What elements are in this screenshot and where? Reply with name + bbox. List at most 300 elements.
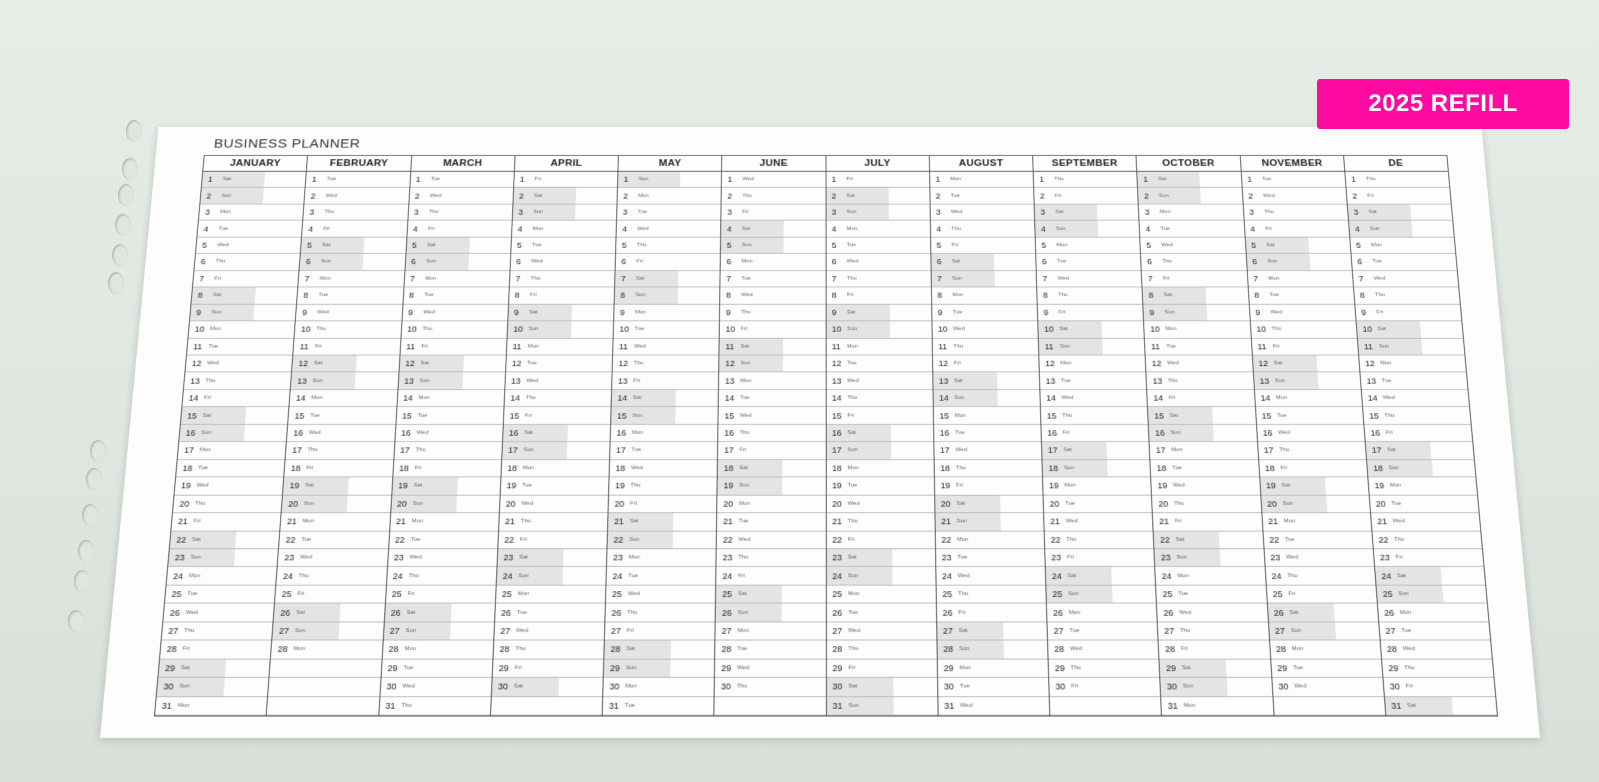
day-row[interactable] (157, 678, 269, 697)
day-row[interactable] (1036, 254, 1141, 271)
day-row[interactable] (184, 373, 291, 390)
day-row[interactable] (826, 460, 933, 478)
day-row[interactable] (410, 172, 514, 188)
day-row[interactable] (1155, 549, 1265, 567)
day-row[interactable] (501, 460, 609, 478)
day-row[interactable] (605, 622, 715, 640)
day-row[interactable] (609, 495, 717, 513)
day-row[interactable] (1264, 549, 1374, 567)
day-row[interactable] (160, 641, 271, 660)
day-row[interactable] (496, 586, 606, 604)
day-row[interactable] (1356, 321, 1463, 338)
day-row[interactable] (295, 321, 401, 338)
day-row[interactable] (721, 237, 825, 254)
day-row[interactable] (499, 513, 608, 531)
day-row[interactable] (826, 604, 936, 622)
day-row[interactable] (826, 567, 935, 585)
day-row[interactable] (1383, 678, 1495, 697)
day-row[interactable] (717, 513, 825, 531)
day-row[interactable] (938, 659, 1049, 678)
day-row[interactable] (722, 188, 825, 204)
day-row[interactable] (306, 172, 410, 188)
day-row[interactable] (718, 478, 826, 496)
day-row[interactable] (1159, 641, 1270, 660)
day-row[interactable] (202, 172, 306, 188)
day-row[interactable] (1039, 338, 1145, 355)
day-row[interactable] (826, 390, 932, 407)
day-row[interactable] (1138, 188, 1242, 204)
day-row[interactable] (1385, 697, 1497, 716)
day-row[interactable] (935, 478, 1043, 496)
day-row[interactable] (932, 288, 1037, 305)
day-row[interactable] (720, 304, 825, 321)
day-row[interactable] (396, 407, 503, 424)
day-row[interactable] (1048, 641, 1159, 660)
day-row[interactable] (1268, 622, 1379, 640)
day-row[interactable] (931, 254, 1036, 271)
day-row[interactable] (1380, 641, 1491, 660)
day-row[interactable] (395, 425, 503, 443)
day-row[interactable] (492, 678, 603, 697)
day-row[interactable] (826, 586, 935, 604)
day-row[interactable] (615, 271, 720, 288)
day-row[interactable] (403, 288, 509, 305)
day-row[interactable] (826, 373, 932, 390)
day-row[interactable] (514, 172, 618, 188)
day-row[interactable] (1368, 478, 1477, 496)
day-row[interactable] (826, 188, 929, 204)
day-row[interactable] (826, 513, 934, 531)
day-row[interactable] (200, 188, 305, 204)
day-row[interactable] (492, 659, 603, 678)
day-row[interactable] (279, 531, 389, 549)
day-row[interactable] (1034, 188, 1138, 204)
day-row[interactable] (1361, 390, 1469, 407)
day-row[interactable] (278, 549, 388, 567)
day-row[interactable] (179, 425, 287, 443)
day-row[interactable] (300, 254, 405, 271)
day-row[interactable] (1243, 204, 1348, 220)
day-row[interactable] (721, 271, 826, 288)
day-row[interactable] (1374, 549, 1484, 567)
day-row[interactable] (937, 641, 1047, 660)
day-row[interactable] (721, 221, 825, 238)
day-row[interactable] (293, 338, 400, 355)
day-row[interactable] (1146, 355, 1253, 372)
day-row[interactable] (720, 338, 826, 355)
day-row[interactable] (934, 442, 1041, 460)
day-row[interactable] (1263, 531, 1373, 549)
day-row[interactable] (719, 407, 826, 424)
day-row[interactable] (826, 678, 937, 697)
day-row[interactable] (936, 549, 1045, 567)
day-row[interactable] (616, 237, 720, 254)
day-row[interactable] (609, 478, 717, 496)
day-row[interactable] (500, 495, 608, 513)
day-row[interactable] (717, 549, 826, 567)
day-row[interactable] (936, 567, 1045, 585)
day-row[interactable] (1260, 478, 1369, 496)
day-row[interactable] (286, 442, 394, 460)
day-row[interactable] (826, 338, 932, 355)
day-row[interactable] (512, 221, 616, 238)
day-row[interactable] (617, 204, 721, 220)
day-row[interactable] (721, 254, 825, 271)
day-row[interactable] (718, 442, 825, 460)
day-row[interactable] (274, 604, 385, 622)
day-row[interactable] (1040, 390, 1147, 407)
day-row[interactable] (1365, 442, 1473, 460)
day-row[interactable] (1045, 531, 1154, 549)
day-row[interactable] (826, 697, 937, 716)
day-row[interactable] (287, 425, 395, 443)
day-row[interactable] (510, 271, 615, 288)
day-row[interactable] (290, 390, 397, 407)
day-row[interactable] (1345, 172, 1449, 188)
day-row[interactable] (1035, 221, 1139, 238)
day-row[interactable] (826, 221, 930, 238)
day-row[interactable] (1043, 478, 1151, 496)
day-row[interactable] (182, 390, 290, 407)
day-row[interactable] (826, 442, 933, 460)
day-row[interactable] (288, 407, 396, 424)
day-row[interactable] (284, 460, 392, 478)
day-row[interactable] (1250, 321, 1356, 338)
day-row[interactable] (1047, 604, 1157, 622)
day-row[interactable] (1244, 221, 1349, 238)
day-row[interactable] (504, 390, 611, 407)
day-row[interactable] (604, 641, 714, 660)
day-row[interactable] (381, 659, 492, 678)
day-row[interactable] (1261, 495, 1370, 513)
day-row[interactable] (1364, 425, 1472, 443)
day-row[interactable] (178, 442, 286, 460)
day-row[interactable] (826, 237, 930, 254)
day-row[interactable] (932, 321, 1038, 338)
day-row[interactable] (509, 288, 614, 305)
day-row[interactable] (1271, 659, 1382, 678)
day-row[interactable] (1371, 513, 1481, 531)
day-row[interactable] (400, 338, 506, 355)
day-row[interactable] (398, 373, 505, 390)
day-row[interactable] (1375, 567, 1485, 585)
day-row[interactable] (606, 586, 716, 604)
day-row[interactable] (1157, 604, 1267, 622)
day-row[interactable] (1038, 321, 1144, 338)
day-row[interactable] (615, 288, 720, 305)
day-row[interactable] (716, 586, 825, 604)
day-row[interactable] (931, 271, 1036, 288)
day-row[interactable] (605, 604, 715, 622)
day-row[interactable] (1360, 373, 1467, 390)
day-row[interactable] (1036, 237, 1141, 254)
day-row[interactable] (614, 304, 719, 321)
day-row[interactable] (1358, 338, 1465, 355)
day-row[interactable] (507, 321, 613, 338)
day-row[interactable] (1255, 407, 1363, 424)
day-row[interactable] (1147, 390, 1254, 407)
day-row[interactable] (935, 495, 1043, 513)
day-row[interactable] (618, 172, 721, 188)
day-row[interactable] (604, 659, 715, 678)
day-row[interactable] (168, 549, 278, 567)
day-row[interactable] (937, 604, 1047, 622)
day-row[interactable] (826, 425, 933, 443)
day-row[interactable] (394, 442, 502, 460)
day-row[interactable] (1267, 604, 1378, 622)
day-row[interactable] (194, 254, 300, 271)
day-row[interactable] (716, 622, 826, 640)
day-row[interactable] (181, 407, 289, 424)
day-row[interactable] (503, 425, 610, 443)
day-row[interactable] (505, 373, 612, 390)
day-row[interactable] (826, 531, 934, 549)
day-row[interactable] (930, 172, 1033, 188)
day-row[interactable] (291, 373, 398, 390)
day-row[interactable] (1359, 355, 1466, 372)
day-row[interactable] (390, 513, 499, 531)
day-row[interactable] (176, 460, 285, 478)
day-row[interactable] (611, 425, 718, 443)
day-row[interactable] (1270, 641, 1381, 660)
day-row[interactable] (931, 237, 1035, 254)
day-row[interactable] (1137, 172, 1241, 188)
day-row[interactable] (607, 549, 716, 567)
day-row[interactable] (1161, 678, 1272, 697)
day-row[interactable] (826, 304, 931, 321)
day-row[interactable] (613, 355, 719, 372)
day-row[interactable] (1040, 373, 1147, 390)
day-row[interactable] (402, 304, 508, 321)
day-row[interactable] (511, 237, 616, 254)
day-row[interactable] (382, 641, 493, 660)
day-row[interactable] (404, 271, 509, 288)
day-row[interactable] (937, 622, 1047, 640)
day-row[interactable] (1158, 622, 1269, 640)
day-row[interactable] (1142, 271, 1247, 288)
day-row[interactable] (935, 531, 1044, 549)
day-row[interactable] (302, 221, 407, 238)
day-row[interactable] (719, 373, 825, 390)
day-row[interactable] (606, 567, 715, 585)
day-row[interactable] (607, 531, 716, 549)
day-row[interactable] (193, 271, 299, 288)
day-row[interactable] (506, 355, 612, 372)
day-row[interactable] (297, 288, 403, 305)
day-row[interactable] (1349, 221, 1454, 238)
day-row[interactable] (1248, 288, 1354, 305)
day-row[interactable] (497, 549, 606, 567)
day-row[interactable] (936, 586, 1046, 604)
day-row[interactable] (1042, 442, 1150, 460)
day-row[interactable] (512, 204, 616, 220)
day-row[interactable] (1258, 442, 1366, 460)
day-row[interactable] (1353, 271, 1459, 288)
day-row[interactable] (391, 495, 500, 513)
day-row[interactable] (1266, 586, 1376, 604)
day-row[interactable] (930, 204, 1034, 220)
day-row[interactable] (1143, 288, 1249, 305)
day-row[interactable] (1041, 407, 1148, 424)
day-row[interactable] (716, 567, 825, 585)
day-row[interactable] (388, 549, 498, 567)
day-row[interactable] (188, 321, 295, 338)
day-row[interactable] (167, 567, 277, 585)
day-row[interactable] (175, 478, 284, 496)
day-row[interactable] (617, 188, 721, 204)
day-row[interactable] (401, 321, 507, 338)
day-row[interactable] (165, 586, 276, 604)
day-row[interactable] (510, 254, 615, 271)
day-row[interactable] (1044, 513, 1153, 531)
day-row[interactable] (158, 659, 270, 678)
day-row[interactable] (1346, 188, 1451, 204)
day-row[interactable] (163, 604, 274, 622)
day-row[interactable] (613, 338, 719, 355)
day-row[interactable] (938, 678, 1049, 697)
day-row[interactable] (170, 531, 280, 549)
day-row[interactable] (826, 641, 936, 660)
day-row[interactable] (718, 460, 825, 478)
day-row[interactable] (722, 172, 825, 188)
day-row[interactable] (513, 188, 617, 204)
day-row[interactable] (610, 442, 717, 460)
day-row[interactable] (1046, 586, 1156, 604)
day-row[interactable] (280, 513, 389, 531)
day-row[interactable] (292, 355, 399, 372)
day-row[interactable] (496, 567, 606, 585)
day-row[interactable] (1140, 221, 1245, 238)
day-row[interactable] (826, 549, 935, 567)
day-row[interactable] (393, 460, 501, 478)
day-row[interactable] (406, 237, 511, 254)
day-row[interactable] (191, 288, 297, 305)
day-row[interactable] (1249, 304, 1355, 321)
day-row[interactable] (826, 355, 932, 372)
day-row[interactable] (826, 204, 930, 220)
day-row[interactable] (616, 221, 720, 238)
day-row[interactable] (1141, 254, 1246, 271)
day-row[interactable] (1047, 622, 1157, 640)
day-row[interactable] (171, 513, 281, 531)
day-row[interactable] (934, 407, 1041, 424)
day-row[interactable] (196, 237, 301, 254)
day-row[interactable] (933, 355, 1039, 372)
day-row[interactable] (715, 659, 825, 678)
day-row[interactable] (1242, 188, 1346, 204)
day-row[interactable] (1152, 495, 1261, 513)
day-row[interactable] (1355, 304, 1461, 321)
day-row[interactable] (826, 271, 931, 288)
day-row[interactable] (1262, 513, 1371, 531)
day-row[interactable] (610, 460, 718, 478)
day-row[interactable] (283, 478, 392, 496)
day-row[interactable] (187, 338, 294, 355)
day-row[interactable] (1257, 425, 1365, 443)
day-row[interactable] (826, 659, 936, 678)
day-row[interactable] (1049, 678, 1160, 697)
day-row[interactable] (1044, 495, 1152, 513)
day-row[interactable] (275, 586, 385, 604)
day-row[interactable] (612, 373, 718, 390)
day-row[interactable] (197, 221, 302, 238)
day-row[interactable] (1037, 271, 1142, 288)
day-row[interactable] (1139, 204, 1243, 220)
day-row[interactable] (935, 513, 1043, 531)
day-row[interactable] (1161, 697, 1273, 716)
day-row[interactable] (282, 495, 391, 513)
day-row[interactable] (715, 641, 825, 660)
day-row[interactable] (1151, 478, 1259, 496)
day-row[interactable] (826, 407, 933, 424)
day-row[interactable] (608, 513, 716, 531)
day-row[interactable] (719, 355, 825, 372)
day-row[interactable] (1351, 254, 1457, 271)
day-row[interactable] (383, 622, 494, 640)
day-row[interactable] (389, 531, 498, 549)
day-row[interactable] (934, 425, 1041, 443)
day-row[interactable] (1148, 407, 1255, 424)
day-row[interactable] (933, 390, 1040, 407)
day-row[interactable] (826, 254, 930, 271)
day-row[interactable] (1042, 460, 1150, 478)
day-row[interactable] (720, 321, 825, 338)
day-row[interactable] (1272, 678, 1384, 697)
day-row[interactable] (932, 338, 1038, 355)
day-row[interactable] (190, 304, 296, 321)
day-row[interactable] (603, 697, 714, 716)
day-row[interactable] (503, 407, 610, 424)
day-row[interactable] (715, 678, 826, 697)
day-row[interactable] (493, 641, 604, 660)
day-row[interactable] (1372, 531, 1482, 549)
day-row[interactable] (930, 188, 1034, 204)
day-row[interactable] (1253, 373, 1360, 390)
day-row[interactable] (1252, 355, 1359, 372)
day-row[interactable] (720, 288, 825, 305)
day-row[interactable] (500, 478, 608, 496)
day-row[interactable] (384, 604, 494, 622)
day-row[interactable] (408, 204, 512, 220)
day-row[interactable] (826, 172, 929, 188)
day-row[interactable] (1367, 460, 1476, 478)
day-row[interactable] (826, 495, 934, 513)
day-row[interactable] (717, 531, 825, 549)
day-row[interactable] (507, 338, 613, 355)
day-row[interactable] (1369, 495, 1478, 513)
day-row[interactable] (1363, 407, 1471, 424)
day-row[interactable] (1041, 425, 1148, 443)
day-row[interactable] (1376, 586, 1487, 604)
day-row[interactable] (1247, 271, 1353, 288)
day-row[interactable] (301, 237, 406, 254)
day-row[interactable] (495, 604, 605, 622)
day-row[interactable] (826, 288, 931, 305)
day-row[interactable] (826, 622, 936, 640)
day-row[interactable] (298, 271, 404, 288)
day-row[interactable] (1151, 460, 1259, 478)
day-row[interactable] (931, 221, 1035, 238)
day-row[interactable] (399, 355, 506, 372)
day-row[interactable] (1251, 338, 1358, 355)
day-row[interactable] (826, 321, 931, 338)
day-row[interactable] (1149, 425, 1257, 443)
day-row[interactable] (938, 697, 1049, 716)
day-row[interactable] (716, 604, 826, 622)
day-row[interactable] (611, 407, 718, 424)
day-row[interactable] (296, 304, 402, 321)
day-row[interactable] (305, 188, 409, 204)
